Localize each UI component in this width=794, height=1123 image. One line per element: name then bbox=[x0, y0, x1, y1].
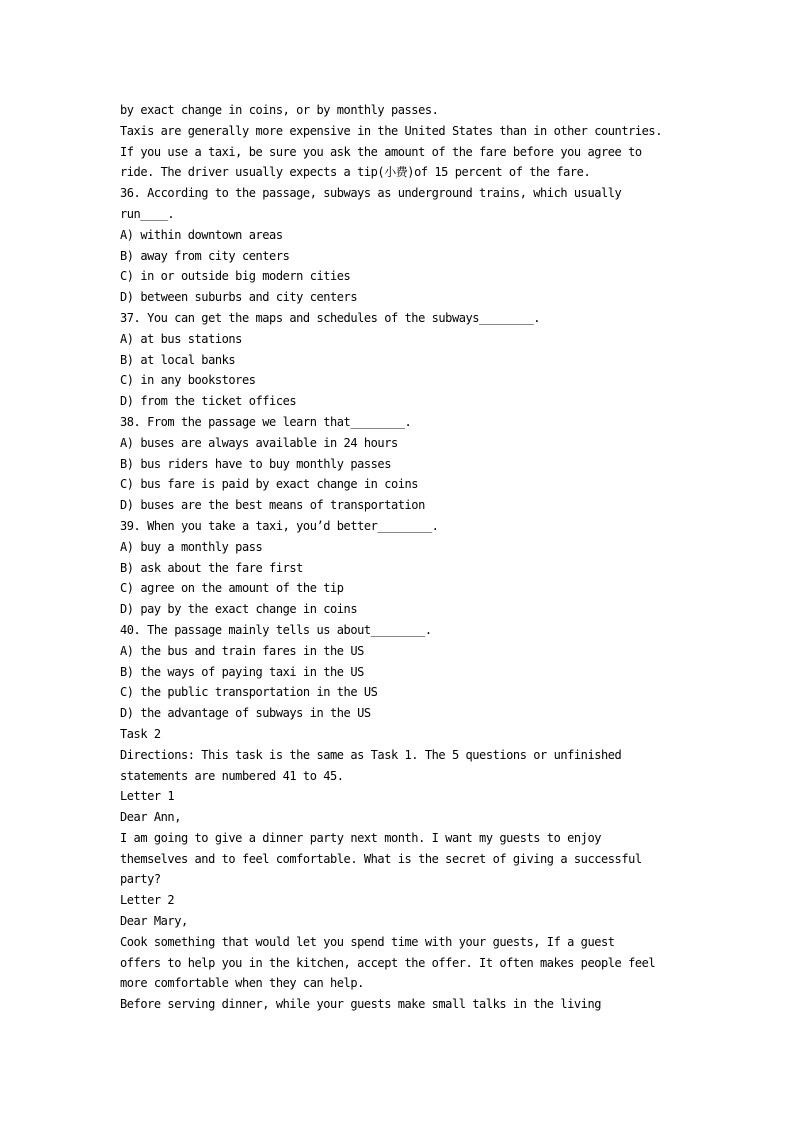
option-b: B) bus riders have to buy monthly passes bbox=[120, 456, 391, 471]
task-heading: Task 2 bbox=[120, 726, 161, 741]
letter-body-line: offers to help you in the kitchen, accept the offer. It often makes people feel bbox=[120, 955, 656, 970]
option-b: B) away from city centers bbox=[120, 248, 290, 263]
option-d: D) the advantage of subways in the US bbox=[120, 706, 371, 721]
question-38: 38. From the passage we learn that________. bbox=[120, 414, 412, 429]
passage-line: ride. The driver usually expects a tip(小费)of 15 percent of the fare. bbox=[120, 165, 591, 180]
option-d: D) pay by the exact change in coins bbox=[120, 602, 358, 617]
letter-salutation: Dear Mary, bbox=[120, 914, 188, 929]
letter-body-line: Cook something that would let you spend time with your guests, If a guest bbox=[120, 934, 615, 949]
option-c: C) in any bookstores bbox=[120, 373, 256, 388]
option-a: A) buses are always available in 24 hours bbox=[120, 435, 398, 450]
letter-body-line: I am going to give a dinner party next month. I want my guests to enjoy bbox=[120, 830, 601, 845]
option-a: A) at bus stations bbox=[120, 331, 242, 346]
letter-heading: Letter 2 bbox=[120, 893, 175, 908]
letter-heading: Letter 1 bbox=[120, 789, 175, 804]
option-b: B) at local banks bbox=[120, 352, 236, 367]
question-36: 36. According to the passage, subways as underground trains, which usually bbox=[120, 186, 622, 201]
letter-body-line: party? bbox=[120, 872, 161, 887]
passage-line: Taxis are generally more expensive in the United States than in other countries. bbox=[120, 123, 662, 138]
letter-salutation: Dear Ann, bbox=[120, 810, 181, 825]
option-c: C) in or outside big modern cities bbox=[120, 269, 351, 284]
option-a: A) the bus and train fares in the US bbox=[120, 643, 364, 658]
question-39: 39. When you take a taxi, you’d better________. bbox=[120, 518, 439, 533]
letter-body-line: more comfortable when they can help. bbox=[120, 976, 364, 991]
option-c: C) the public transportation in the US bbox=[120, 685, 378, 700]
option-a: A) buy a monthly pass bbox=[120, 539, 263, 554]
letter-body-line: themselves and to feel comfortable. What is the secret of giving a successful bbox=[120, 851, 642, 866]
option-b: B) ask about the fare first bbox=[120, 560, 303, 575]
question-36-cont: run____. bbox=[120, 206, 175, 221]
option-d: D) between suburbs and city centers bbox=[120, 290, 358, 305]
directions-line: statements are numbered 41 to 45. bbox=[120, 768, 344, 783]
document-page bbox=[120, 100, 700, 1015]
passage-line: If you use a taxi, be sure you ask the amount of the fare before you agree to bbox=[120, 144, 642, 159]
option-b: B) the ways of paying taxi in the US bbox=[120, 664, 364, 679]
question-40: 40. The passage mainly tells us about________. bbox=[120, 622, 432, 637]
question-37: 37. You can get the maps and schedules of the subways________. bbox=[120, 310, 541, 325]
letter-body-line: Before serving dinner, while your guests make small talks in the living bbox=[120, 997, 601, 1012]
option-c: C) agree on the amount of the tip bbox=[120, 581, 344, 596]
directions-line: Directions: This task is the same as Task 1. The 5 questions or unfinished bbox=[120, 747, 622, 762]
option-d: D) buses are the best means of transportation bbox=[120, 498, 425, 513]
option-d: D) from the ticket offices bbox=[120, 394, 297, 409]
option-c: C) bus fare is paid by exact change in coins bbox=[120, 477, 419, 492]
option-a: A) within downtown areas bbox=[120, 227, 283, 242]
passage-line: by exact change in coins, or by monthly passes. bbox=[120, 103, 439, 117]
